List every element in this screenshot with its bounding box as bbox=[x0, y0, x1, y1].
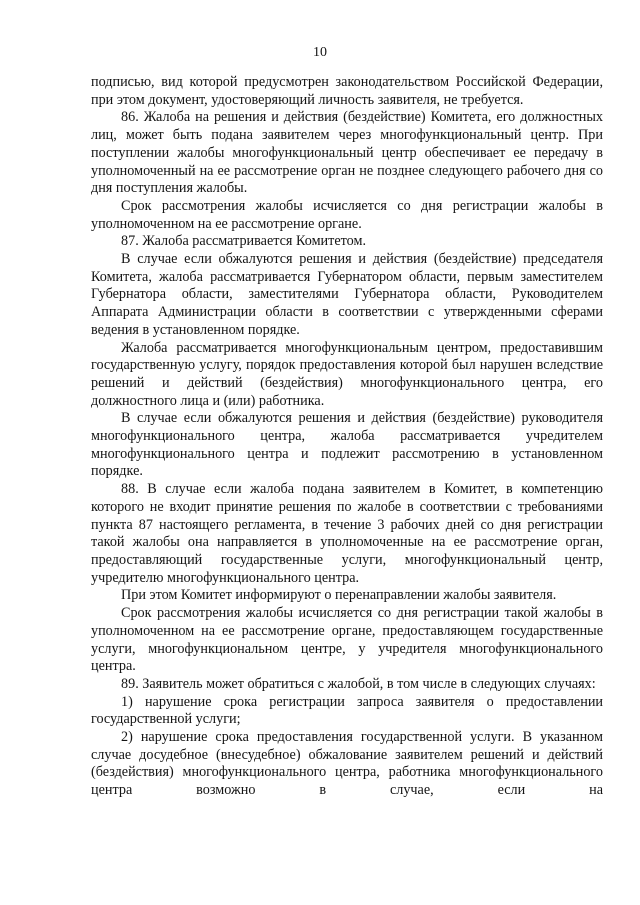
paragraph-86: 86. Жалоба на решения и действия (бездействие) Комитета, его должностных лиц, может быть подана заявителем через многофункциональный центр. При поступлении жалобы многофункциональный центр обеспечивает ее передачу в уполномоченный на ее рассмотрение орган не позднее следующего рабочего дня со дня поступления жалобы. bbox=[91, 109, 603, 197]
paragraph-mfc-review: Жалоба рассматривается многофункциональным центром, предоставившим государственную услугу, порядок предоставления которой был нарушен вследствие решений и действий (бездействия) многофункционального центра, его должностного лица и (или) работника. bbox=[91, 339, 603, 409]
list-item-2: 2) нарушение срока предоставления государственной услуги. В указанном случае досудебное (внесудебное) обжалование заявителем решений и действий (бездействия) многофункционального центра, работника многофункционального центра возможно в случае, если на bbox=[91, 729, 603, 799]
paragraph-88: 88. В случае если жалоба подана заявителем в Комитет, в компетенцию которого не входит принятие решения по жалобе в соответствии с требованиями пункта 87 настоящего регламента, в течение 3 рабочих дней со дня регистрации такой жалобы она направляется в уполномоченные на ее рассмотрение орган, предоставляющий государственные услуги, многофункциональный центр, учредителю многофункционального центра. bbox=[91, 481, 603, 586]
paragraph-redirect-info: При этом Комитет информируют о перенаправлении жалобы заявителя. bbox=[121, 587, 557, 604]
paragraph-review-term: Срок рассмотрения жалобы исчисляется со дня регистрации жалобы в уполномоченном на ее рассмотрение органе. bbox=[91, 197, 603, 232]
paragraph-89: 89. Заявитель может обратиться с жалобой, в том числе в следующих случаях: bbox=[121, 675, 596, 692]
list-item-1: 1) нарушение срока регистрации запроса заявителя о предоставлении государственной услуги; bbox=[91, 693, 603, 728]
paragraph-mfc-head-complaint: В случае если обжалуются решения и действия (бездействие) руководителя многофункционального центра, жалоба рассматривается учредителем многофункционального центра и подлежит рассмотрению в установленном порядке. bbox=[91, 410, 603, 480]
paragraph-chairman-complaint: В случае если обжалуются решения и действия (бездействие) председателя Комитета, жалоба рассматривается Губернатором области, первым заместителем Губернатора области, заместителями Губернатора области, Руководителем Аппарата Администрации области в соответствии с утвержденными сферами ведения в установленном порядке. bbox=[91, 251, 603, 338]
paragraph-87: 87. Жалоба рассматривается Комитетом. bbox=[121, 233, 367, 250]
paragraph-continuation: подписью, вид которой предусмотрен законодательством Российской Федерации, при этом документ, удостоверяющий личность заявителя, не требуется. bbox=[91, 74, 603, 108]
page-number: 10 bbox=[313, 45, 327, 60]
document-body bbox=[91, 74, 603, 800]
paragraph-redirect-term: Срок рассмотрения жалобы исчисляется со дня регистрации такой жалобы в уполномоченном на ее рассмотрение органе, предоставляющем государственные услуги, многофункциональном центре, у учредителя многофункционального центра. bbox=[91, 605, 603, 675]
